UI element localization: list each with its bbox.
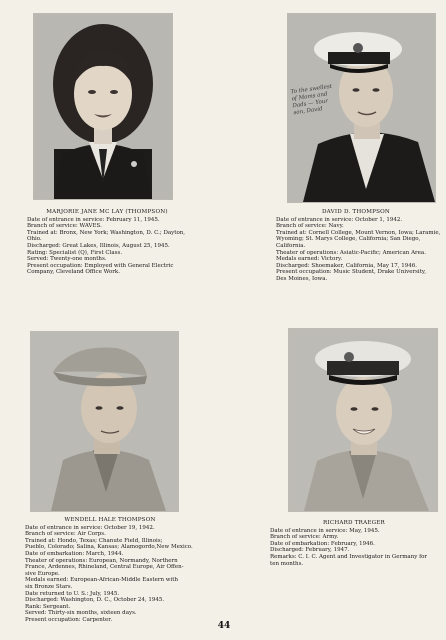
record-line: Remarks: C. I. C. Agent and Investigator in Germany for bbox=[270, 553, 428, 560]
portrait-david bbox=[287, 13, 436, 203]
record-line: France, Ardennes, Rhineland, Central Europe, Air Offen- bbox=[25, 564, 184, 571]
record-line: Wyoming; St. Marys College, California; San Diego, bbox=[276, 236, 421, 243]
record-line: Branch of service: WAVES. bbox=[27, 223, 102, 230]
portrait-wendell bbox=[30, 331, 179, 512]
record-line: Present occupation: Carpenter. bbox=[25, 616, 113, 623]
record-line: Date returned to U. S.: July, 1945. bbox=[25, 590, 120, 597]
service-record-marjorie bbox=[27, 209, 187, 276]
record-line: Served: Thirty-six months, sixteen days. bbox=[25, 610, 137, 617]
record-line: Date of entrance in service: February 11, 1945. bbox=[27, 216, 160, 223]
service-record-david bbox=[276, 209, 441, 283]
record-line: Rating: Specialist (Q), First Class. bbox=[27, 249, 123, 256]
record-line: Date of entrance in service: May, 1945. bbox=[270, 527, 380, 534]
record-line: Theater of operations: Asiatic-Pacific; American Area. bbox=[276, 249, 426, 256]
service-record-richard bbox=[270, 520, 438, 567]
service-record-wendell bbox=[25, 517, 195, 624]
record-line: Trained at: Hondo, Texas; Chanute Field, Illinois; bbox=[25, 537, 163, 544]
record-line: Branch of service: Army. bbox=[270, 534, 339, 541]
record-line: Present occupation: Employed with General Electric bbox=[27, 262, 174, 269]
portrait-richard bbox=[288, 328, 438, 512]
record-line: Present occupation: Music Student, Drake University, bbox=[276, 269, 427, 276]
record-line: six Bronze Stars. bbox=[25, 583, 73, 590]
portrait-marjorie bbox=[33, 13, 173, 200]
record-line: Date of entrance in service: October 1, 1942. bbox=[276, 216, 403, 223]
record-line: Medals earned: European-African-Middle Eastern with bbox=[25, 577, 179, 584]
record-line: sive Europe. bbox=[25, 570, 60, 577]
handwritten-inscription: To the swellest of Moms and Dads — Your son, David bbox=[290, 83, 333, 117]
record-line: Medals earned: Victory. bbox=[276, 256, 343, 263]
record-line: Trained at: Cornell College, Mount Vernon, Iowa; Laramie, bbox=[276, 229, 441, 236]
record-line: Discharged: Shoemaker, California, May 17, 1946. bbox=[276, 262, 417, 269]
record-line: Rank: Sergeant. bbox=[25, 603, 71, 610]
record-line: Des Moines, Iowa. bbox=[276, 275, 328, 282]
record-line: Theater of operations: European, Normandy, Northern bbox=[25, 557, 178, 564]
record-line: Company, Cleveland Office Work. bbox=[27, 269, 120, 276]
record-line: Discharged: Washington, D. C., October 24, 1945. bbox=[25, 597, 165, 604]
record-line: Ohio. bbox=[27, 236, 42, 243]
record-line: Date of embarkation: February, 1946. bbox=[270, 540, 375, 547]
record-line: Discharged: Great Lakes, Illinois, August 25, 1945. bbox=[27, 242, 170, 249]
record-line: Branch of service: Air Corps. bbox=[25, 531, 106, 538]
soldier-name: MARJORIE JANE MC LAY (THOMPSON) bbox=[46, 209, 168, 215]
page-number: 44 bbox=[217, 621, 231, 631]
record-line: Date of entrance in service: October 19, 1942. bbox=[25, 524, 155, 531]
record-line: Discharged: February, 1947. bbox=[270, 547, 350, 554]
record-line: Pueblo, Colorado; Salina, Kansas; Alamogordo,New Mexico. bbox=[25, 544, 193, 551]
soldier-name: WENDELL HALE THOMPSON bbox=[64, 517, 156, 523]
record-line: Trained at: Bronx, New York; Washington, D. C.; Dayton, bbox=[27, 229, 186, 236]
record-line: ten months. bbox=[270, 560, 304, 567]
record-line: Served: Twenty-one months. bbox=[27, 256, 107, 263]
soldier-name: RICHARD TRAEGER bbox=[323, 520, 385, 526]
record-line: Date of embarkation: March, 1944. bbox=[25, 550, 124, 557]
soldier-name: DAVID D. THOMPSON bbox=[322, 209, 390, 215]
record-line: California. bbox=[276, 242, 306, 249]
record-line: Branch of service: Navy. bbox=[276, 223, 344, 230]
